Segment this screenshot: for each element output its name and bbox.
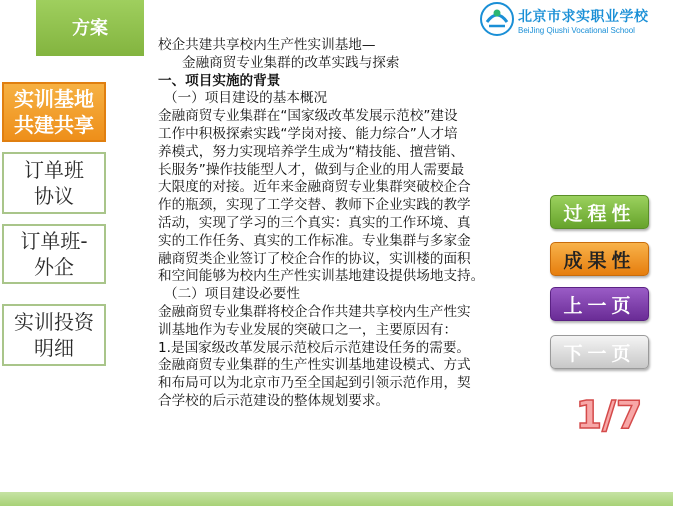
subsection-heading: （一）项目建设的基本概况 <box>164 90 328 107</box>
sidebar-item-investment-detail[interactable] <box>2 304 106 366</box>
process-button-label: 过程性 <box>563 202 636 225</box>
page-indicator: 1/7 <box>575 393 643 437</box>
process-button[interactable] <box>550 195 649 229</box>
sidebar-item-label: 协议 <box>34 184 74 208</box>
sidebar-item-label: 共建共享 <box>14 113 94 137</box>
sidebar-item-label: 外企 <box>34 255 74 279</box>
result-button[interactable] <box>550 242 649 276</box>
school-name-en: BeiJing Qiushi Vocational School <box>518 26 635 35</box>
top-tab-plan[interactable] <box>36 0 144 56</box>
subsection-heading: （二）项目建设必要性 <box>164 286 300 303</box>
result-button-label: 成果性 <box>563 249 636 272</box>
text-line: 工作中积极探索实践“学岗对接、能力综合”人才培 <box>158 125 458 142</box>
text-line: 金融商贸专业集群在“国家级改革发展示范校”建设 <box>158 108 458 125</box>
text-line: 金融商贸专业集群的生产性实训基地建设模式、方式 <box>158 357 471 374</box>
top-tab-label: 方案 <box>72 18 108 39</box>
text-line: 训基地作为专业发展的突破口之一，主要原因有： <box>158 321 458 338</box>
next-page-button[interactable] <box>550 335 649 369</box>
text-line: 长服务”操作技能型人才，做到与企业的用人需要最 <box>158 161 465 178</box>
text-line: 合学校的后示范建设的整体规划要求。 <box>158 392 390 409</box>
school-logo <box>480 2 670 42</box>
sidebar-item-order-class-agreement[interactable] <box>2 152 106 214</box>
paragraph-overview <box>158 108 553 286</box>
text-line: 大限度的对接。近年来金融商贸专业集群突破校企合 <box>158 179 471 196</box>
page-title: 校企共建共享校内生产性实训基地— <box>158 37 376 53</box>
text-line: 实的工作任务、真实的工作标准。专业集群与多家金 <box>158 232 471 249</box>
main-content <box>158 37 553 411</box>
prev-page-button-label: 上一页 <box>563 294 636 317</box>
text-line: 作的瓶颈，实现了工学交替、教师下企业实践的教学 <box>158 197 471 214</box>
sidebar-item-label: 实训投资 <box>14 310 94 334</box>
text-line: 和布局可以为北京市乃至全国起到引领示范作用，契 <box>158 375 471 392</box>
next-page-button-label: 下一页 <box>563 342 636 365</box>
sidebar-item-label: 明细 <box>34 336 74 360</box>
text-line: 和空间能够为校内生产性实训基地建设提供场地支持。 <box>158 268 485 285</box>
bottom-bar <box>0 492 673 506</box>
section-heading: 一、项目实施的背景 <box>158 72 281 89</box>
sidebar-item-label: 订单班- <box>20 229 88 253</box>
page-subtitle: 金融商贸专业集群的改革实践与探索 <box>182 54 400 71</box>
text-line: 1.是国家级改革发展示范校后示范建设任务的需要。 <box>158 339 471 356</box>
paragraph-necessity <box>158 304 553 411</box>
sidebar-item-order-class-foreign[interactable] <box>2 224 106 284</box>
text-line: 活动，实现了学习的三个真实：真实的工作环境、真 <box>158 214 471 231</box>
prev-page-button[interactable] <box>550 287 649 321</box>
sidebar-item-training-base[interactable] <box>2 82 106 142</box>
text-line: 融商贸类企业签订了校企合作的协议，实训楼的面积 <box>158 250 471 267</box>
school-emblem-icon <box>480 2 514 36</box>
sidebar-item-label: 实训基地 <box>14 87 94 111</box>
school-name-cn: 北京市求实职业学校 <box>518 9 649 25</box>
sidebar-item-label: 订单班 <box>24 158 84 182</box>
text-line: 养模式，努力实现培养学生成为“精技能、擅营销、 <box>158 143 465 160</box>
text-line: 金融商贸专业集群将校企合作共建共享校内生产性实 <box>158 303 471 320</box>
